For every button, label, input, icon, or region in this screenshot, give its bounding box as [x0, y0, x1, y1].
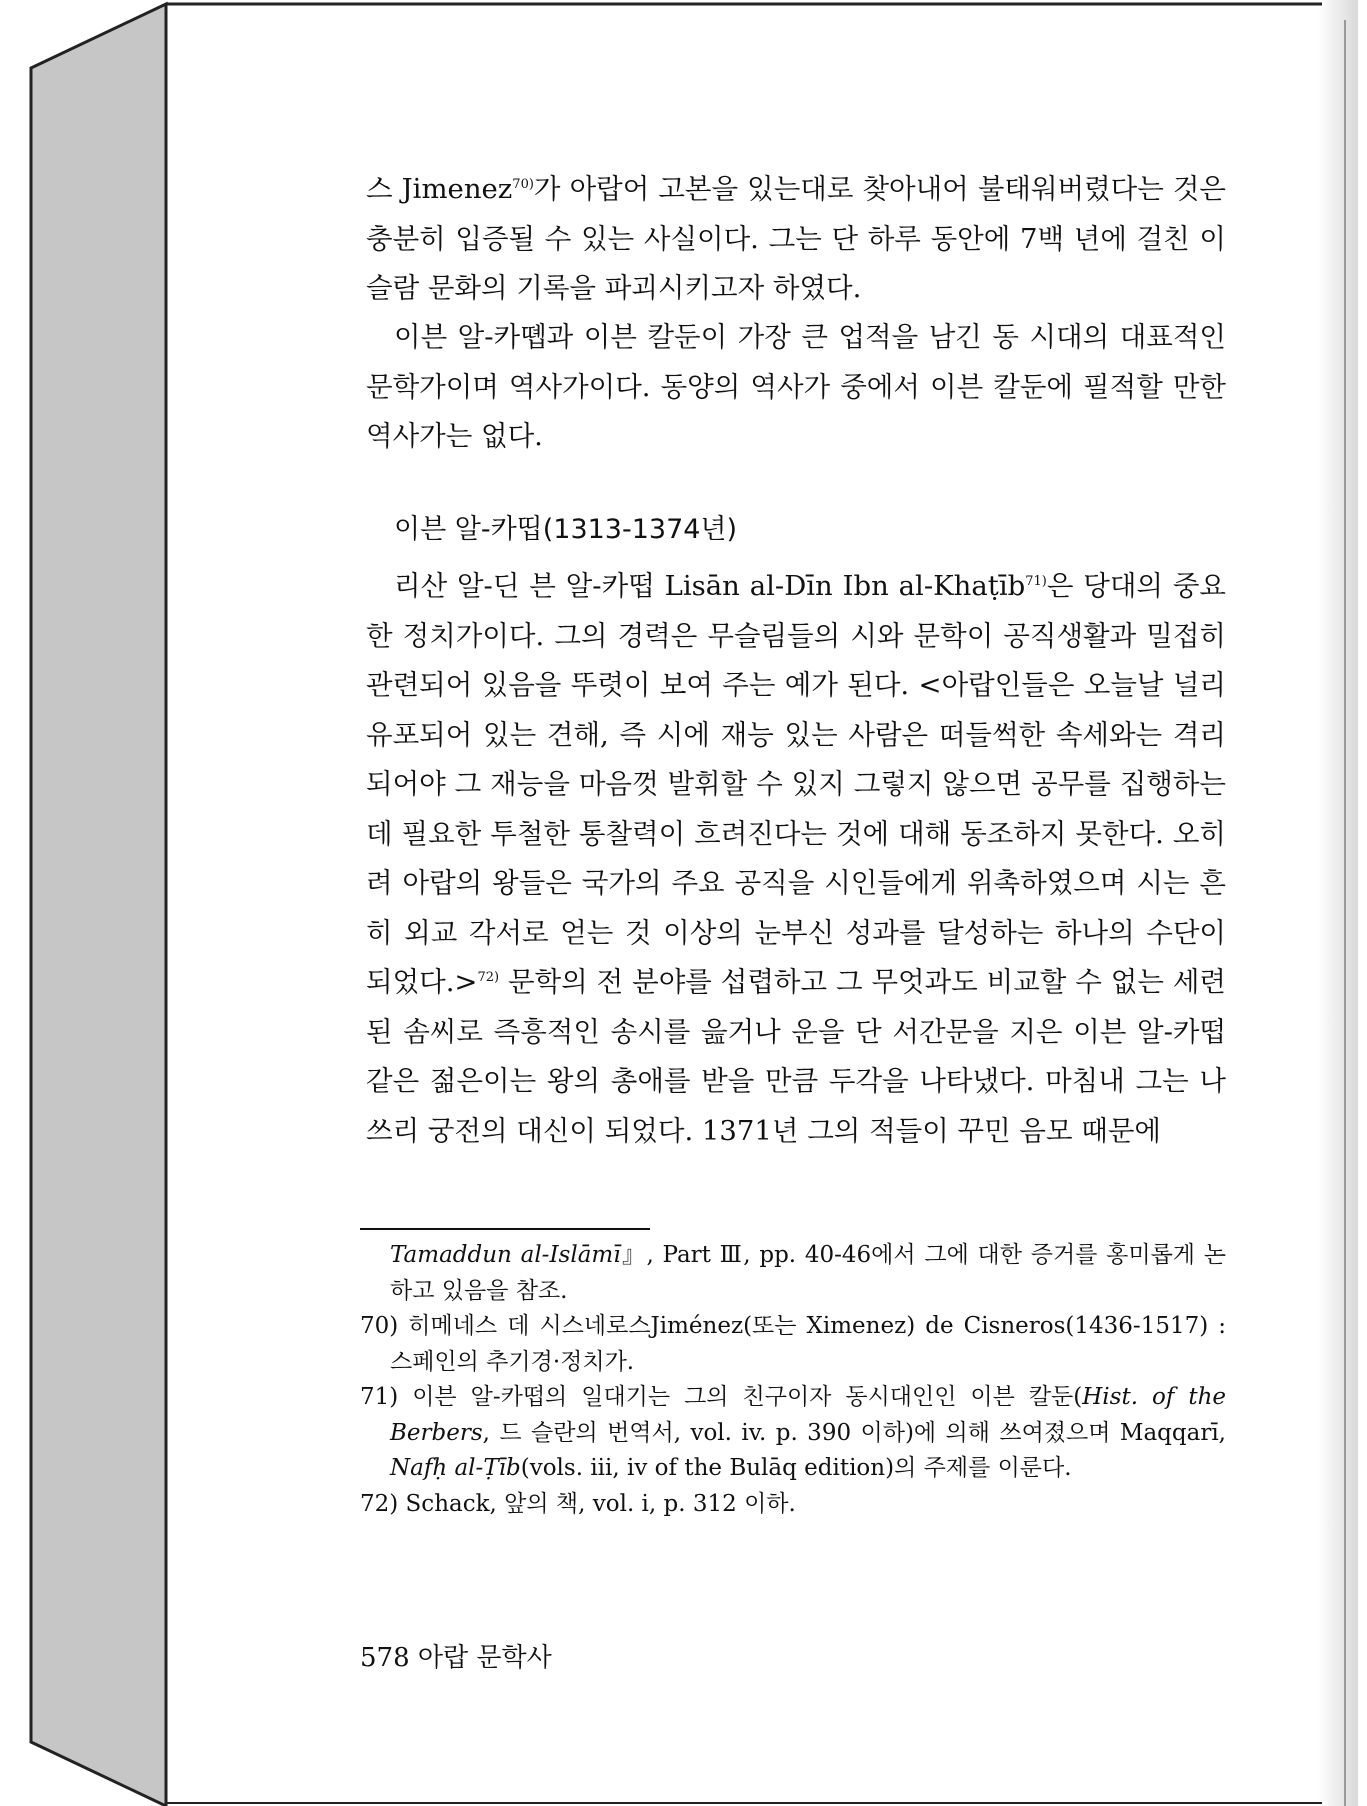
footnote-ref-70: 70): [512, 176, 534, 192]
book-spine: [31, 4, 166, 1806]
page-number: 578: [360, 1643, 410, 1673]
footnote-71-italic-2: Nafḥ al-Ṭīb: [390, 1455, 521, 1481]
footnote-71-italic-1: Hist. of the Berbers: [390, 1384, 1226, 1446]
footnote-70: 70) 히메네스 데 시스네로스Jiménez(또는 Ximenez) de Cisneros(1436-1517) : 스페인의 추기경·정치가.: [360, 1313, 1226, 1375]
book-title: 아랍 문학사: [417, 1643, 552, 1673]
para3-part2: 은 당대의 중요한 정치가이다. 그의 경력은 무슬림들의 시와 문학이 공직생활과 밀접히 관련되어 있음을 뚜렷이 보여 주는 예가 된다. <아랍인들은 오늘날 널리 유포되어 있는 견해, 즉 시에 재능 있는 사람은 떠들썩한 속세와는 격리되어야 그 재능을 마음껏 발휘할 수 있지 그렇지 않으면 공무를 집행하는 데 필요한 투철한 통찰력이 흐려진다는 것에 대해 동조하지 못한다. 오히려 아랍의 왕들은 국가의 주요 공직을 시인들에게 위촉하였으며 시는 흔히 외교 각서로 얻는 것 이상의 눈부신 성과를 달성하는 하나의 수단이 되었다.>: [366, 570, 1226, 998]
footnote-71-a: 71) 이븐 알-카떱의 일대기는 그의 친구이자 동시대인인 이븐 칼둔(: [360, 1384, 1083, 1410]
footnote-71: [360, 1380, 1226, 1487]
footnote-cont-italic: Tamaddun al-Islāmī: [390, 1242, 621, 1268]
para3-part3: 문학의 전 분야를 섭렵하고 그 무엇과도 비교할 수 없는 세련된 솜씨로 즉흥적인 송시를 읊거나 운을 단 서간문을 지은 이븐 알-카떱 같은 젊은이는 왕의 총애를 받을 만큼 두각을 나타냈다. 마침내 그는 나쓰리 궁전의 대신이 되었다. 1371년 그의 적들이 꾸민 음모 때문에: [366, 966, 1226, 1147]
footnote-ref-71: 71): [1025, 573, 1047, 589]
para2-text: 이븐 알-카똅과 이븐 칼둔이 가장 큰 업적을 남긴 동 시대의 대표적인 문학가이며 역사가이다. 동양의 역사가 중에서 이븐 칼둔에 필적할 만한 역사가는 없다.: [366, 321, 1226, 452]
footnote-71-c: (vols. iii, iv of the Bulāq edition)의 주제를 이룬다.: [520, 1455, 1072, 1481]
paragraph-3: [366, 562, 1226, 1156]
footnote-71-b: , 드 슬란의 번역서, vol. iv. p. 390 이하)에 의해 쓰여졌으며 Maqqarī,: [482, 1419, 1226, 1446]
footnote-72: 72) Schack, 앞의 책, vol. i, p. 312 이하.: [360, 1490, 796, 1517]
footnote-ref-72: 72): [477, 969, 500, 985]
footnote-continuation: [360, 1238, 1226, 1309]
paragraph-1: [366, 165, 1226, 314]
footnotes: [360, 1238, 1226, 1522]
section-title: 이븐 알-카띱(1313-1374년): [394, 514, 738, 545]
book-page: [166, 0, 1331, 1806]
para1-text-after: 가 아랍어 고본을 있는대로 찾아내어 불태워버렸다는 것은 충분히 입증될 수 있는 사실이다. 그는 단 하루 동안에 7백 년에 걸친 이슬람 문화의 기록을 파괴시키고자 하였다.: [366, 173, 1226, 304]
page-footer: [360, 1640, 552, 1676]
footnote-divider: [360, 1228, 650, 1230]
footnote-cont-rest: 』, Part Ⅲ, pp. 40-46에서 그에 대한 증거를 홍미롭게 논하고 있음을 참조.: [390, 1242, 1226, 1304]
para3-part1: 리산 알-딘 븐 알-카떱 Lisān al-Dīn Ibn al-Khaṭīb: [394, 570, 1026, 602]
para1-text-before: 스 Jimenez: [366, 173, 513, 205]
paragraph-2: [366, 313, 1226, 462]
